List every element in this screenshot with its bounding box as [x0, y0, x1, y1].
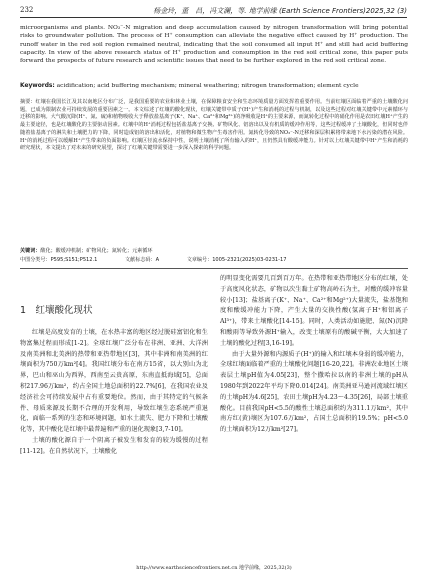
english-keywords — [20, 82, 408, 90]
english-keywords-label: Keywords: — [20, 83, 55, 89]
running-title: 杨金玲，董 昌，冯文澜，等. 地学前缘 (Earth Science Frontiers)2025,32 (3) — [153, 7, 407, 15]
header-rule — [20, 17, 407, 18]
body-paragraph: 红壤是高度发育的土壤，在水热丰富的地区经过脱硅富铝化和生物富集过程而形成[1-2]。全球红壤广泛分布在非洲、亚洲、大洋洲及南美洲和北美洲的热带和亚热带地区[3]，其中非洲和南美洲的红壤面积为750万km²[4]。我国红壤分布在南方15省，以大别山为北界，巴山和巫山为西界，西南至云贵高原，东南直抵海域[5]，总面积217.96万km²，约占全国土地总面积的22.7%[6]，在我国农业及经济社会可持续发展中占有重要地位。然而，由于其特定的气候条件、母质来源及长期不合理的开发利用，导致红壤生态系统严重退化，面临一系列的生态和环境问题，如水土流失、肥力下降和土壤酸化等，其中酸化是红壤中最普遍和严重的退化现象[3,7-10]。 — [20, 329, 208, 434]
document-code: 文献标志码：A — [125, 257, 160, 263]
clc-number: 中图分类号：P595;S151;P512.1 — [20, 257, 98, 263]
body-right-column — [220, 274, 408, 436]
section-divider — [20, 268, 408, 269]
body-left-column — [20, 274, 208, 458]
classification-line — [20, 257, 408, 265]
section-number: 1 — [20, 305, 27, 316]
section-heading — [20, 304, 208, 318]
english-keywords-text: acidification; acid buffering mechanism; mineral weathering; nitrogen transformation; element cycle — [54, 83, 359, 89]
body-paragraph: 的明显变化需要几百到百万年。在热带和亚热带地区分布的红壤，处于高度风化状态，矿物以次生黏土矿物高岭石为主，对酸的缓冲容量较小[13]；盐基离子(K⁺、Na⁺、Ca²⁺和Mg²⁺)大量流失，盐基饱和度和酸缓冲能力下降，产生大量的交换性酸(氢离子H⁺和铝离子Al³⁺)，带来土壤酸化[14-15]。同时，人类活动如施肥、氮(N)沉降和酸雨等导致外源H⁺输入，改变土壤原有的酸碱平衡，大大加速了土壤的酸化过程[3,16-19]。 — [220, 275, 408, 347]
chinese-keywords — [20, 248, 408, 256]
body-paragraph: 土壤的酸化源自于一个阴离子被发生和发育的较为缓慢的过程[11-12]。在自然状况下，土壤酸化 — [20, 436, 208, 455]
section-title: 红壤酸化现状 — [35, 305, 93, 316]
english-abstract: microorganisms and plants. NO₃⁻-N migration and deep accumulation caused by nitrogen transformation will bring potential risks to groundwater pollution. The process of H⁺ consumption can alleviate the negative effect caused by H⁺ production. The runoff water in the red soil region remained neutral, indicating that the soil consumed all input H⁺ and still had acid buffering capacity. In view of the above research status of H⁺ production and consumption in the red soil critical zone, this paper puts forward the prospects of future research and scientific issues that need to be further explored in the red soil critical zone. — [20, 25, 408, 65]
chinese-keywords-text: 酸化；酸缓冲机制；矿物风化；氮转化；元素循环 — [40, 248, 153, 254]
page-number: 232 — [20, 6, 34, 14]
chinese-keywords-label: 关键词： — [20, 248, 41, 254]
body-paragraph: 由于大量外源和内源质子(H⁺)的输入和红壤本身弱的缓冲能力，全球红壤面临着严重的土壤酸化问题[16-20,22]。非洲农业地区土壤表层土壤pH值为4.05[23]，整个撒哈拉以南的非洲土壤的pH从1980年到2022年平均下降0.014[24]。南美洲亚马逊河流域红壤区的土壤pH为4.6[25]，农田土壤pH为4.23～4.35[26]，局部土壤重酸化。目前我国pH<5.5的酸性土壤总面积约为311.1万km²，其中南方红(黄)壤区为107.6万km²，占国土总面积的19.5%；pH<5.0的土壤面积为12万km²[27]。 — [220, 350, 408, 434]
page-header — [20, 4, 407, 16]
chinese-abstract: 摘要：红壤在我国长江及其以南地区分布广泛，是我国重要的农业和林业土壤，在保障粮食安全和生态环境质量方面发挥着重要作用。当前红壤区面临着严重的土壤酸化问题，已成为限制农业可持续发展的重要因素之一。本文综述了红壤的酸化现状，红壤关键带中质子(H⁺)产生和消耗的过程与机制，以及这些过程对红壤关键带中元素循环与迁移的影响。大气酸沉降(H⁺、氮、硫)和植物吸收大于释放盐基离子(K⁺、Na⁺、Ca²⁺和Mg²⁺)的净吸收是H⁺的主要来源，而氮转化过程中的硝化作用是农田红壤H⁺产生的最主要途径，也是红壤酸化的主要驱动因素。红壤中的H⁺消耗过程包括盐基离子交换、矿物风化、铝溶出以及有机质的缓冲作用等，这些过程缓冲了土壤酸化，但同时也伴随着盐基离子的淋失和土壤肥力的下降，同时造成铝的溶出和活化，对植物和微生物产生毒害作用。氮转化导致的NO₃⁻-N迁移和深层积累将带来地下水污染的潜在风险。H⁺的消耗过程可以缓解H⁺产生带来的负面影响。红壤区径流水保持中性，说明土壤消耗了所有输入的H⁺，且仍然具有酸缓冲能力。针对以上红壤关键带中H⁺产生和消耗的研究现状，本文提出了对未来的研究展望，探讨了红壤关键带需要进一步深入探索的科学问题。 — [20, 99, 408, 152]
article-number: 文章编号：1005-2321(2025)03-0231-17 — [186, 257, 287, 263]
page-footer: http://www.earthsciencefrontiers.net.cn 地学前缘，2025,32(3) — [136, 565, 292, 571]
